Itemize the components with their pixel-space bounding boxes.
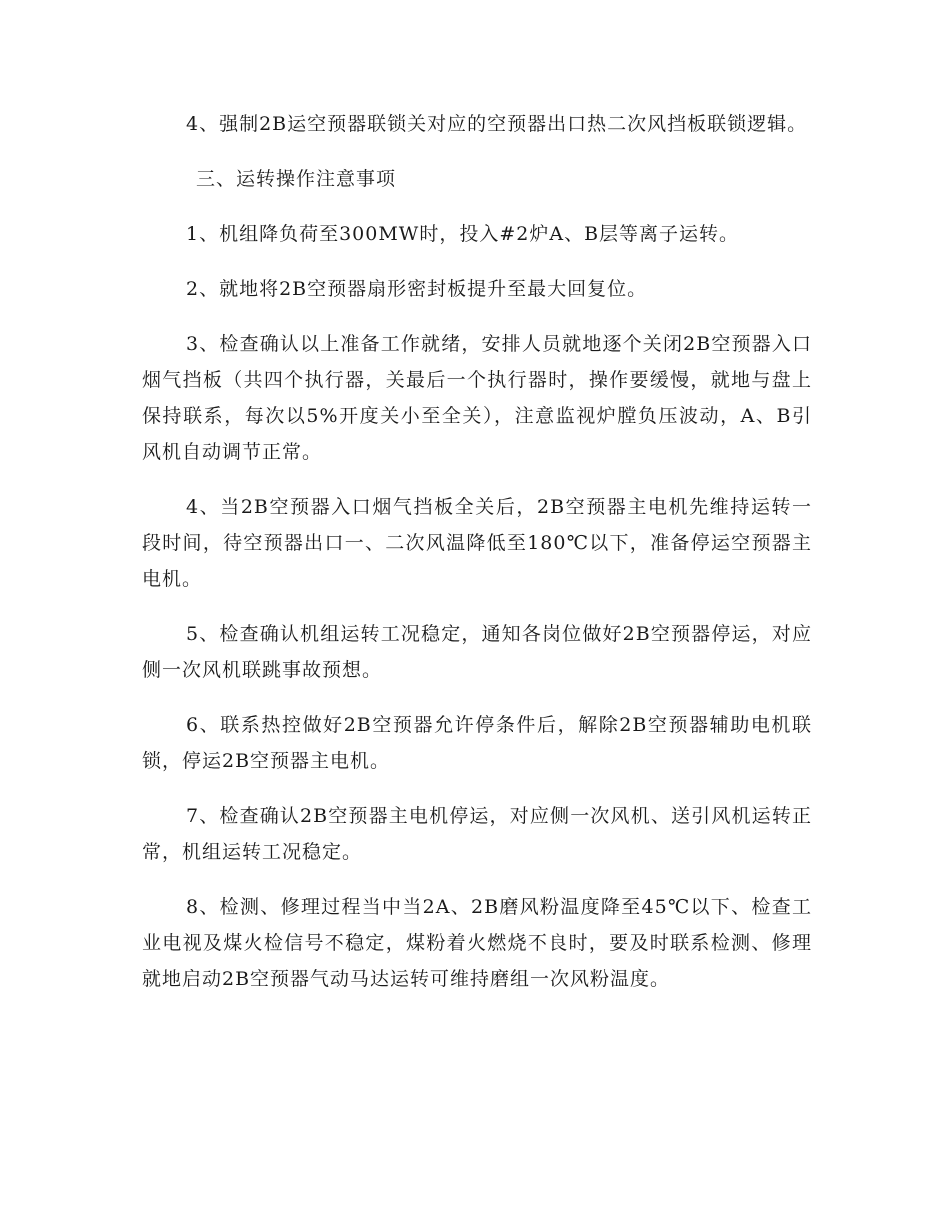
paragraph-step-8: 8、检测、修理过程当中当2A、2B磨风粉温度降至45℃以下、检查工业电视及煤火检信号不稳定，煤粉着火燃烧不良时，要及时联系检测、修理就地启动2B空预器气动马达运转可维持磨组一次风粉温度。 xyxy=(142,896,812,990)
paragraph-interlock-logic: 4、强制2B运空预器联锁关对应的空预器出口热二次风挡板联锁逻辑。 xyxy=(186,113,808,135)
paragraph-step-6: 6、联系热控做好2B空预器允许停条件后，解除2B空预器辅助电机联锁，停运2B空预器主电机。 xyxy=(142,714,812,772)
paragraph-step-4: 4、当2B空预器入口烟气挡板全关后，2B空预器主电机先维持运转一段时间，待空预器出口一、二次风温降低至180℃以下，准备停运空预器主电机。 xyxy=(142,496,812,590)
paragraph-step-3: 3、检查确认以上准备工作就绪，安排人员就地逐个关闭2B空预器入口烟气挡板（共四个执行器，关最后一个执行器时，操作要缓慢，就地与盘上保持联系，每次以5%开度关小至全关），注意监视炉膛负压波动，A、B引风机自动调节正常。 xyxy=(142,333,812,463)
paragraph-step-2: 2、就地将2B空预器扇形密封板提升至最大回复位。 xyxy=(186,278,648,300)
paragraph-step-1: 1、机组降负荷至300MW时，投入#2炉A、B层等离子运转。 xyxy=(186,223,740,245)
document-body xyxy=(142,106,812,1016)
paragraph-step-7: 7、检查确认2B空预器主电机停运，对应侧一次风机、送引风机运转正常，机组运转工况稳定。 xyxy=(142,805,812,863)
paragraph-step-5: 5、检查确认机组运转工况稳定，通知各岗位做好2B空预器停运，对应侧一次风机联跳事故预想。 xyxy=(142,623,812,681)
section-heading-operation-notes: 三、运转操作注意事项 xyxy=(196,168,397,190)
